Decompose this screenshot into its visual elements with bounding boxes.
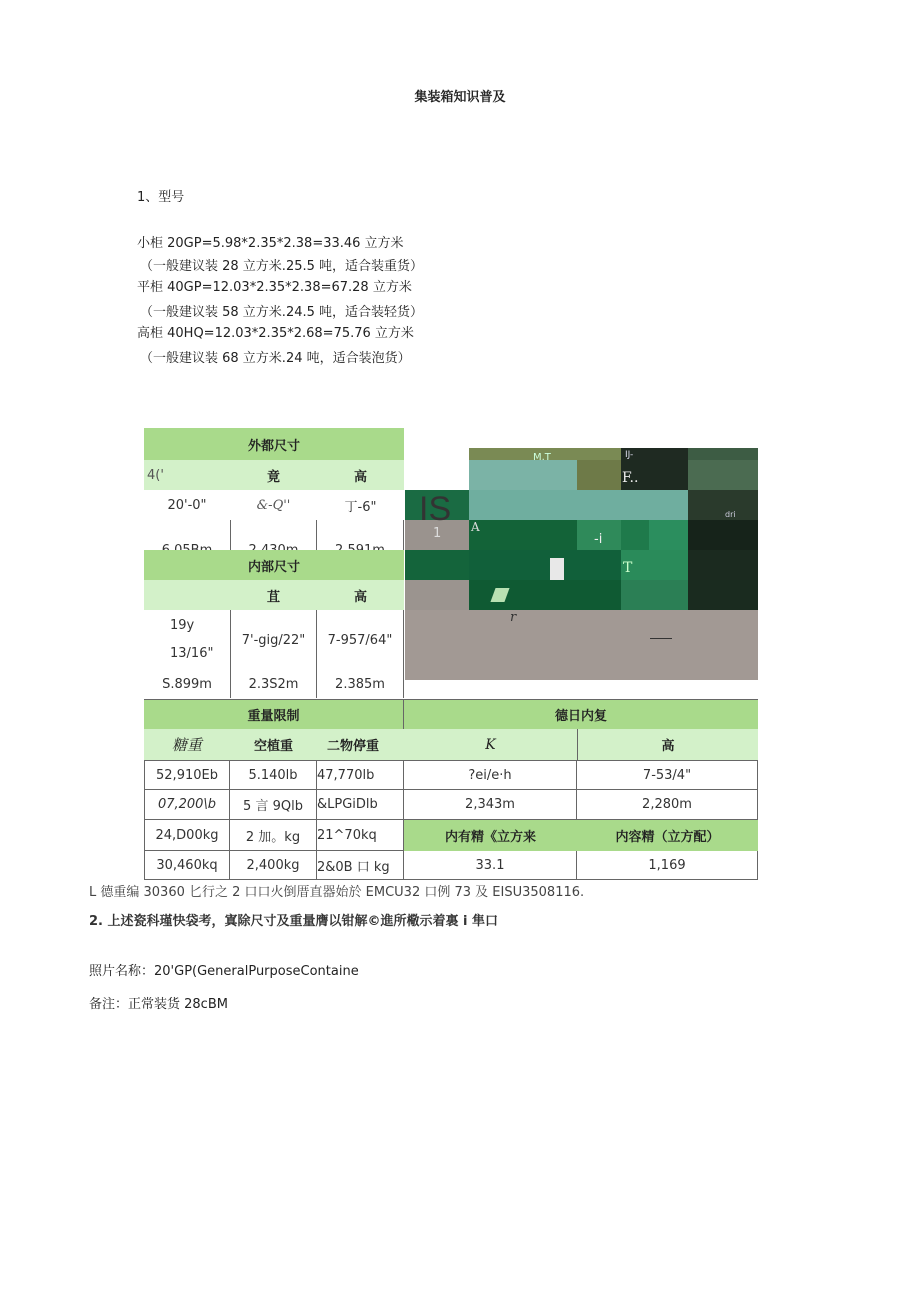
outer-length-ft: 20'-0" bbox=[144, 490, 230, 520]
photo-text: A bbox=[471, 520, 480, 534]
door-col-width: K bbox=[404, 729, 577, 760]
inner-height-ft: 7-957/64" bbox=[317, 610, 404, 670]
note-2: 2. 上述瓷科瑾快袋考，寘除尺寸及重量膺以钳解©進所㯳示着裏 i 隼口 bbox=[89, 914, 499, 929]
weight-payload-lb: 47,770lb bbox=[317, 760, 404, 790]
photo-text: T bbox=[623, 560, 633, 576]
photo-text: r bbox=[510, 610, 517, 625]
outer-col-width: 竟 bbox=[230, 460, 317, 490]
door-col-height: 高 bbox=[577, 729, 758, 760]
spec-line-40gp: 平柜 40GP=12.03*2.35*2.38=67.28 立方米 bbox=[137, 280, 412, 295]
capacity-value-2: 1,169 bbox=[577, 851, 758, 880]
capacity-header-2: 内容精（立方配） bbox=[577, 820, 758, 851]
weight-gross-lb-2: 07,200\b bbox=[144, 790, 230, 820]
inner-dims-header: 内部尺寸 bbox=[144, 550, 404, 580]
weight-gross-kg-2: 30,460kq bbox=[144, 851, 230, 880]
outer-col-length: 4(' bbox=[144, 460, 230, 490]
weight-payload-kg: 21^70kq bbox=[317, 820, 404, 851]
spec-note-20gp: （一般建议装 28 立方米.25.5 吨，适合装重货） bbox=[140, 259, 424, 274]
weight-tare-lb: 5.140lb bbox=[230, 760, 317, 790]
container-photo bbox=[405, 448, 758, 680]
weight-tare-kg-2: 2,400kg bbox=[230, 851, 317, 880]
inner-col-height: 高 bbox=[317, 580, 404, 610]
photo-text: IS bbox=[419, 490, 452, 528]
outer-col-height: 高 bbox=[317, 460, 404, 490]
door-width-m: 2,343m bbox=[404, 790, 577, 820]
photo-text: IJ- bbox=[625, 450, 634, 460]
weight-tare-lb-2: 5 言 9Qlb bbox=[230, 790, 317, 820]
weight-gross-lb: 52,910Eb bbox=[144, 760, 230, 790]
weight-header: 重量限制 bbox=[144, 699, 404, 729]
weight-payload-lb-2: &LPGiDlb bbox=[317, 790, 404, 820]
photo-text: -i bbox=[594, 532, 603, 547]
door-header: 德日内复 bbox=[404, 699, 758, 729]
weight-col-gross: 糖重 bbox=[144, 729, 230, 760]
weight-payload-kg-2: 2&0B 口 kg bbox=[317, 851, 404, 880]
weight-col-tare: 空植重 bbox=[230, 729, 317, 760]
spec-line-40hq: 高柜 40HQ=12.03*2.35*2.68=75.76 立方米 bbox=[137, 326, 414, 341]
photo-text: dri bbox=[725, 510, 736, 519]
inner-length-ft: 19y 13/16" bbox=[144, 610, 230, 670]
photo-text: M.T bbox=[533, 452, 551, 463]
weight-tare-kg: 2 加。kg bbox=[230, 820, 317, 851]
inner-col-length bbox=[144, 580, 230, 610]
photo-name: 照片名称：20'GP(GeneralPurposeContaine bbox=[89, 964, 359, 979]
weight-col-payload: 二物停重 bbox=[317, 729, 404, 760]
note-1: L 德重编 30360 匕行之 2 口口火倒厝直器始於 EMCU32 口例 73 及 EISU3508116. bbox=[89, 885, 585, 900]
outer-dims-header: 外都尺寸 bbox=[144, 428, 404, 460]
capacity-header-1: 内有精《立方来 bbox=[404, 820, 577, 851]
remark: 备注：正常装货 28cBM bbox=[89, 997, 228, 1012]
outer-height-ft: 丁-6" bbox=[317, 490, 404, 520]
photo-text: 1 bbox=[433, 526, 442, 541]
spec-note-40hq: （一般建议装 68 立方米.24 吨，适合装泡货） bbox=[140, 351, 411, 366]
door-height-m: 2,280m bbox=[577, 790, 758, 820]
outer-width-ft: &-Q'' bbox=[230, 490, 317, 520]
spec-note-40gp: （一般建议装 58 立方米.24.5 吨，适合装轻货） bbox=[140, 305, 424, 320]
section-heading: 1、型号 bbox=[137, 190, 185, 205]
spec-line-20gp: 小柜 20GP=5.98*2.35*2.38=33.46 立方米 bbox=[137, 236, 404, 251]
inner-length-m: S.899m bbox=[144, 670, 230, 698]
weight-gross-kg: 24,D00kg bbox=[144, 820, 230, 851]
door-height-ft: 7-53/4" bbox=[577, 760, 758, 790]
photo-text: F.. bbox=[622, 470, 639, 486]
inner-width-m: 2.3S2m bbox=[230, 670, 317, 698]
inner-height-m: 2.385m bbox=[317, 670, 404, 698]
inner-width-ft: 7'-gig/22" bbox=[230, 610, 317, 670]
door-width-ft: ?ei/e·h bbox=[404, 760, 577, 790]
inner-col-width: 苴 bbox=[230, 580, 317, 610]
page-title: 集装箱知识普及 bbox=[414, 90, 506, 105]
capacity-value-1: 33.1 bbox=[404, 851, 577, 880]
